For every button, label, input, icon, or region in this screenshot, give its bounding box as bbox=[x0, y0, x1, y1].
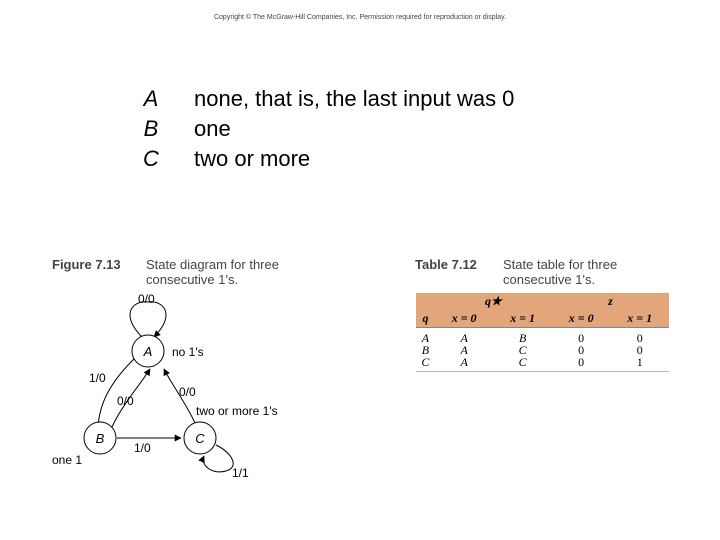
header-q: q bbox=[422, 311, 429, 325]
table-row bbox=[416, 344, 669, 356]
state-letter-a: A bbox=[143, 86, 159, 111]
state-diagram bbox=[40, 285, 300, 485]
state-table bbox=[416, 293, 669, 372]
figure-caption-line1: State diagram for three bbox=[146, 257, 279, 272]
label-c-self: 1/1 bbox=[232, 466, 249, 480]
cell-out-x0: 0 bbox=[578, 331, 585, 345]
edge-a-self bbox=[130, 302, 166, 337]
note-a: no 1's bbox=[172, 345, 204, 359]
table-header-group-row bbox=[416, 293, 669, 310]
cell-state: A bbox=[421, 331, 430, 345]
header-output: z bbox=[608, 294, 613, 308]
cell-state: C bbox=[421, 355, 430, 369]
header-next-state: q★ bbox=[485, 294, 502, 308]
cell-next-x0: A bbox=[460, 355, 468, 369]
header-out-x0: x = 0 bbox=[568, 311, 594, 325]
note-c: two or more 1's bbox=[196, 404, 278, 418]
state-row-c bbox=[110, 144, 514, 174]
cell-out-x1: 1 bbox=[636, 355, 643, 369]
state-desc-b: one bbox=[194, 116, 231, 141]
header-next-x0: x = 0 bbox=[451, 311, 477, 325]
label-a-to-b: 1/0 bbox=[89, 371, 106, 385]
node-b-label: B bbox=[95, 431, 105, 446]
label-c-to-a: 0/0 bbox=[179, 385, 196, 399]
table-row bbox=[416, 356, 669, 372]
note-b: one 1 bbox=[52, 453, 83, 467]
state-letter-c: C bbox=[143, 146, 159, 171]
state-row-a bbox=[110, 84, 514, 114]
label-b-to-a: 0/0 bbox=[117, 394, 134, 408]
table-label: Table 7.12 bbox=[415, 257, 477, 272]
cell-out-x1: 0 bbox=[636, 343, 643, 357]
cell-out-x0: 0 bbox=[578, 355, 585, 369]
label-a-self: 0/0 bbox=[138, 292, 155, 306]
state-letter-b: B bbox=[143, 116, 159, 141]
state-desc-c: two or more bbox=[194, 146, 311, 171]
cell-next-x0: A bbox=[460, 343, 468, 357]
table-caption-line2: consecutive 1's. bbox=[503, 272, 596, 287]
cell-state: B bbox=[421, 343, 430, 357]
cell-out-x1: 0 bbox=[636, 331, 643, 345]
header-out-x1: x = 1 bbox=[627, 311, 653, 325]
header-next-x1: x = 1 bbox=[510, 311, 536, 325]
cell-next-x1: C bbox=[518, 355, 527, 369]
state-definitions bbox=[110, 84, 514, 174]
cell-next-x1: C bbox=[518, 343, 527, 357]
table-caption-line1: State table for three bbox=[503, 257, 618, 272]
state-desc-a: none, that is, the last input was 0 bbox=[194, 86, 515, 111]
cell-next-x0: A bbox=[460, 331, 468, 345]
node-a-label: A bbox=[143, 344, 153, 359]
node-c-label: C bbox=[195, 431, 205, 446]
state-row-b bbox=[110, 114, 514, 144]
cell-out-x0: 0 bbox=[578, 343, 585, 357]
label-b-to-c: 1/0 bbox=[134, 441, 151, 455]
table-header-row bbox=[416, 310, 669, 328]
table-row bbox=[416, 328, 669, 345]
copyright-notice: Copyright © The McGraw-Hill Companies, Inc. Permission required for reproduction or display. bbox=[213, 14, 506, 21]
figure-label: Figure 7.13 bbox=[52, 257, 121, 272]
cell-next-x1: B bbox=[518, 331, 527, 345]
figure-caption-line2: consecutive 1's. bbox=[146, 272, 239, 287]
